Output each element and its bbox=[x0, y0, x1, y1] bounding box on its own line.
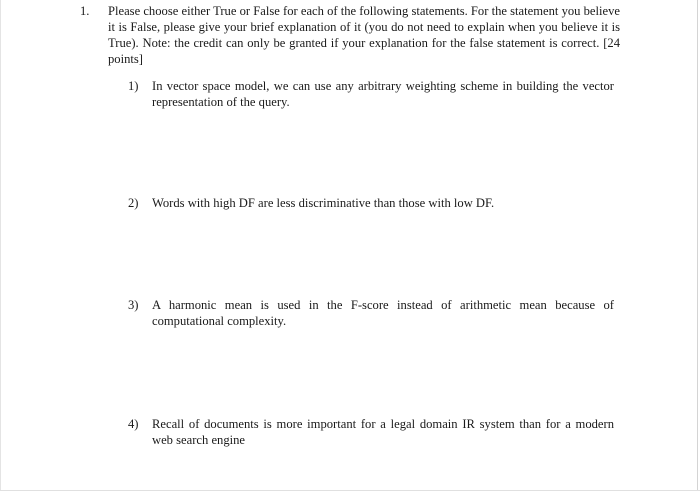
statement-text: Words with high DF are less discriminative than those with low DF. bbox=[152, 196, 495, 210]
statement-number: 2) bbox=[128, 196, 139, 210]
page-edge-left bbox=[0, 0, 1, 491]
question-number: 1. bbox=[80, 4, 90, 18]
statement-text: A harmonic mean is used in the F-score instead of arithmetic mean because of computational complexity. bbox=[152, 298, 614, 328]
question-text: Please choose either True or False for each of the following statements. For the statement you believe it is False, please give your brief explanation of it (you do not need to explain when you believe it is True). Note: the credit can only be granted if your explanation for the false statement is correct. [24 points] bbox=[108, 4, 620, 66]
statement-number: 3) bbox=[128, 298, 139, 312]
statement-1 bbox=[128, 78, 614, 110]
statement-text: Recall of documents is more important for a legal domain IR system than for a modern web search engine bbox=[152, 417, 614, 447]
statement-3 bbox=[128, 297, 614, 329]
page-edge-right bbox=[697, 0, 698, 491]
statement-text: In vector space model, we can use any arbitrary weighting scheme in building the vector representation of the query. bbox=[152, 79, 614, 109]
statement-number: 1) bbox=[128, 79, 139, 93]
statement-2 bbox=[128, 195, 614, 211]
statement-number: 4) bbox=[128, 417, 139, 431]
statement-4 bbox=[128, 416, 614, 448]
question-1 bbox=[80, 3, 620, 67]
